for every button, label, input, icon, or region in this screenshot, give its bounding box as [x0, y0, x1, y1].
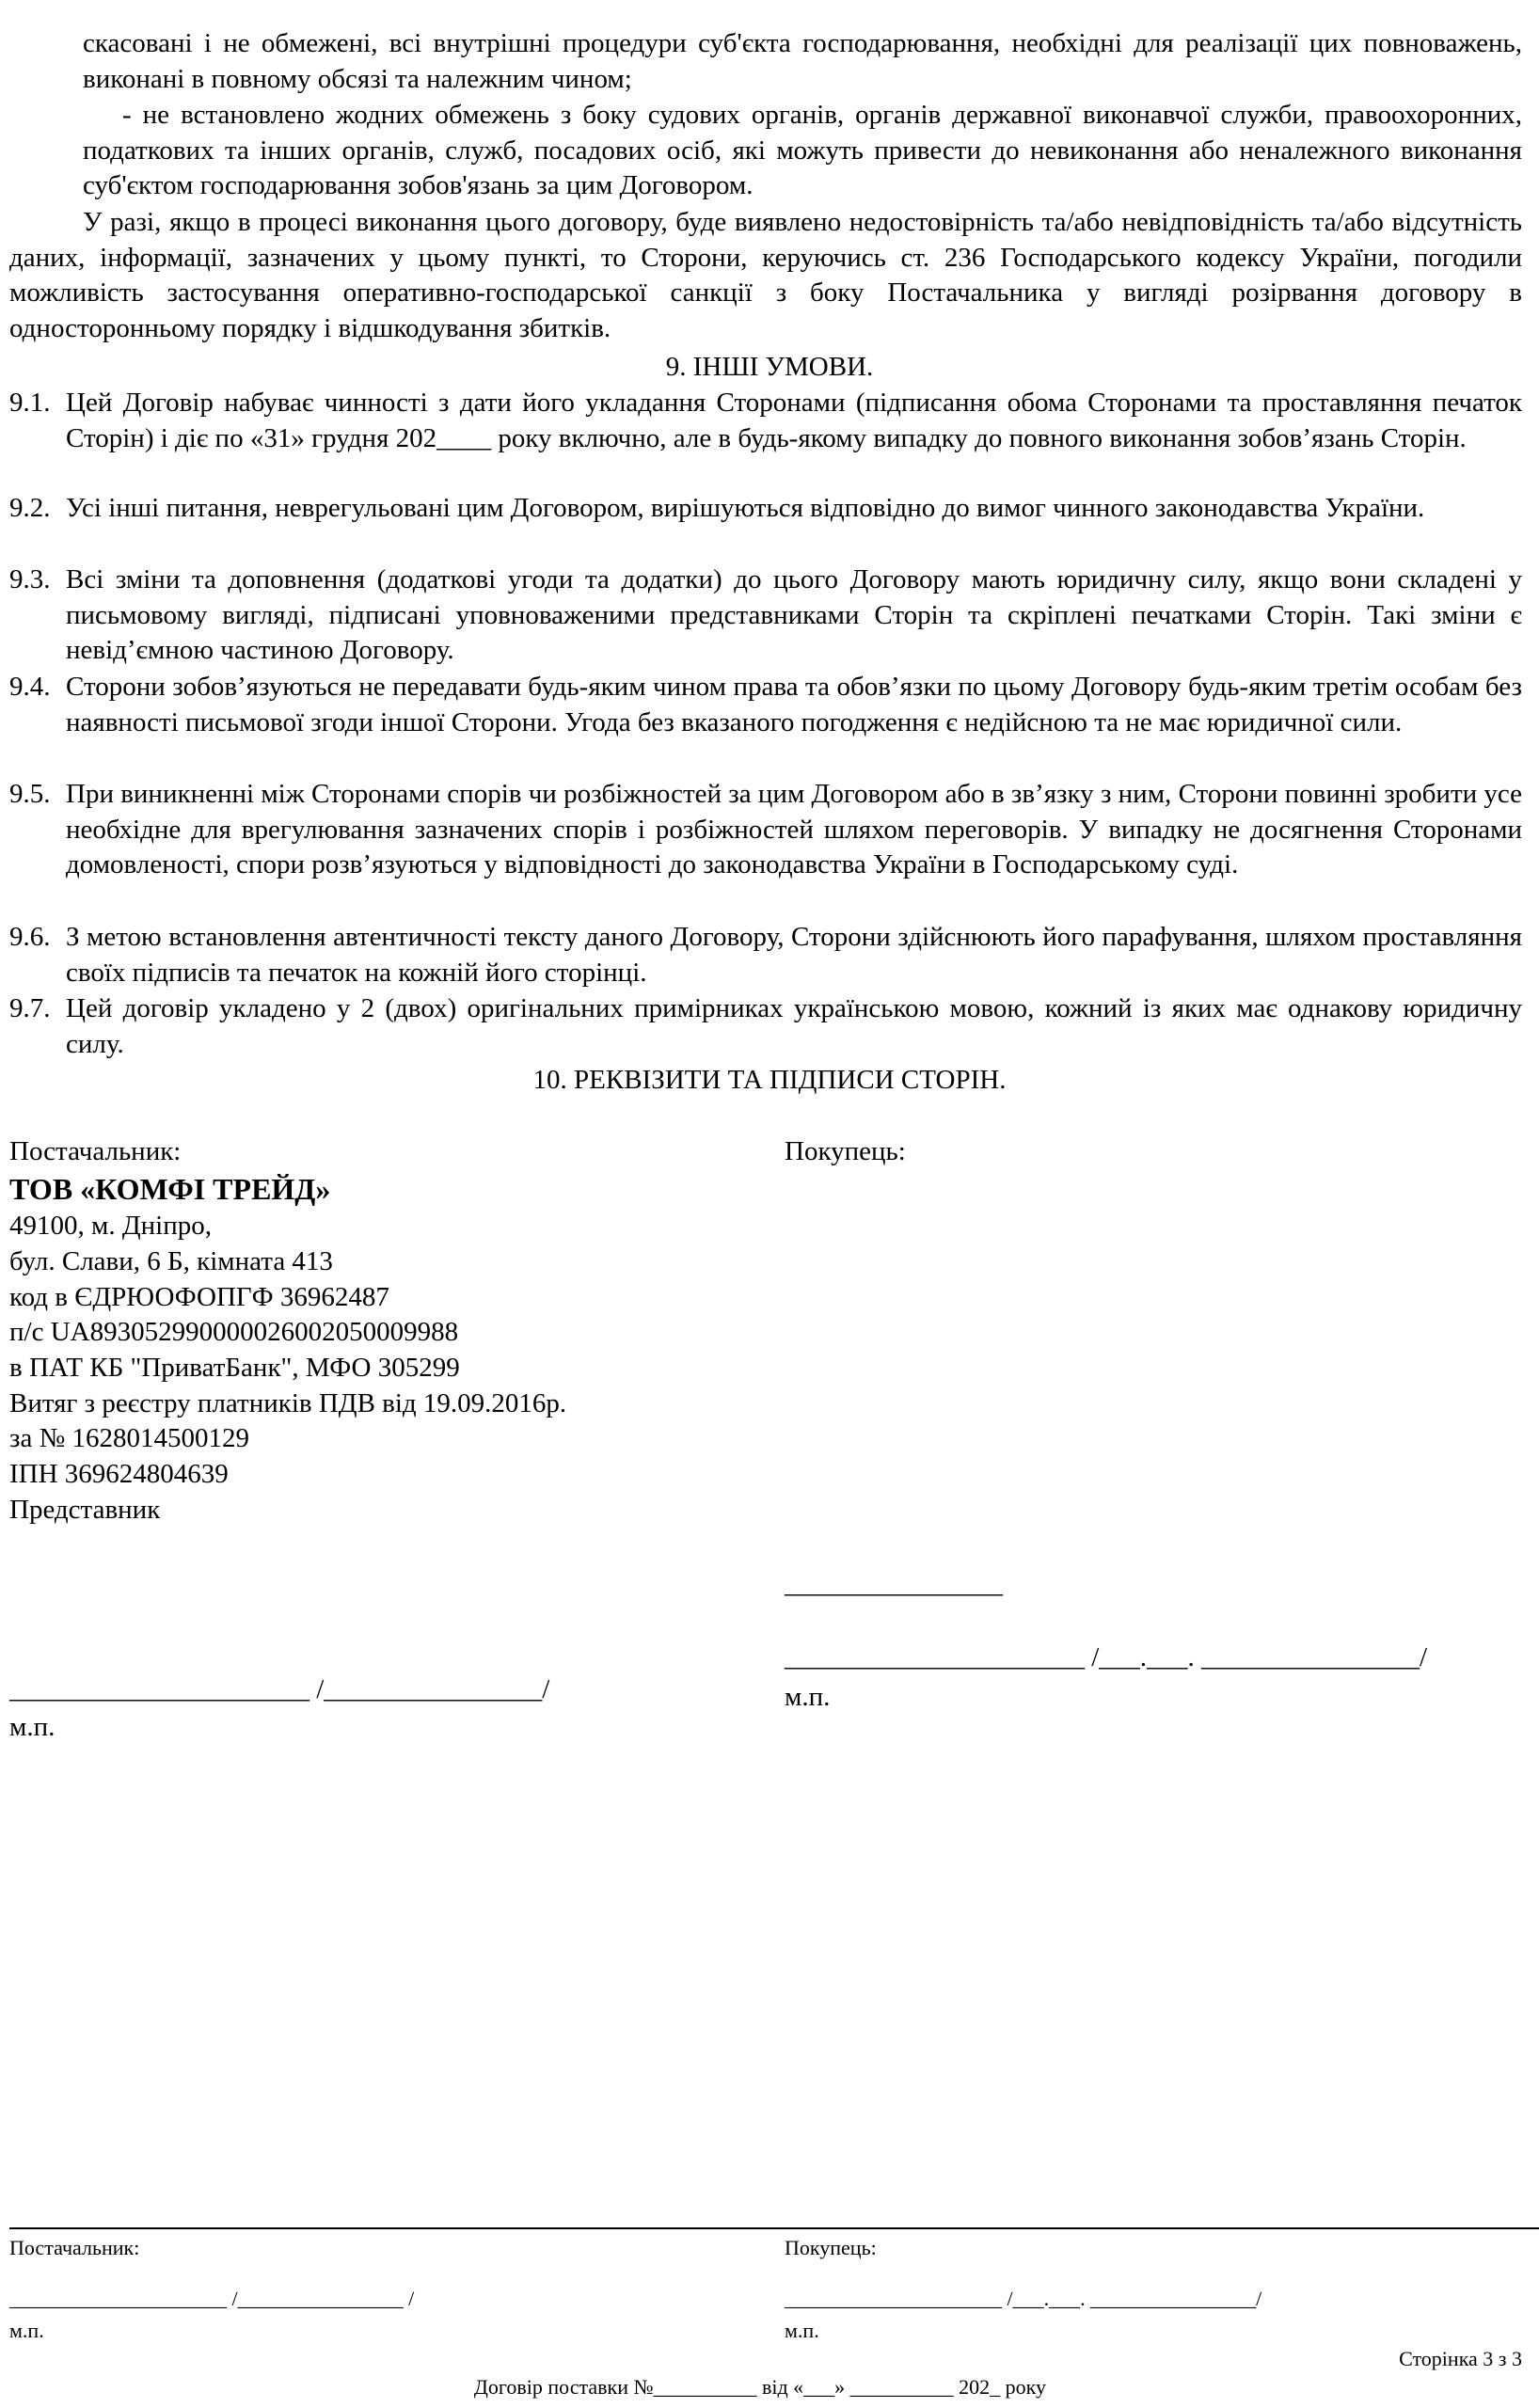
item-text: Сторони зобов’язуються не передавати будь-яким чином права та обов’язки по цьому Договору будь-яким третім особам без наявності письмової згоди іншої Сторони. Угода без вказаного погодження є недійсною та не має юридичної сили. [66, 672, 1522, 737]
item-text: Усі інші питання, неврегульовані цим Договором, вирішуються відповідно до вимог чинного законодавства України. [66, 493, 1425, 523]
supplier-signature-line: ______________________ /________________/ [9, 1674, 550, 1704]
intro-paragraph-1: скасовані і не обмежені, всі внутрішні процедури суб'єкта господарювання, необхідні для реалізації цих повноважень, виконані в повному обсязі та належним чином; [83, 28, 1522, 94]
page-number: Сторінка 3 з 3 [1399, 2347, 1522, 2370]
section-9-heading: 9. ІНШІ УМОВИ. [665, 352, 874, 382]
supplier-representative: Представник [9, 1494, 161, 1525]
supplier-stamp: м.п. [9, 1712, 56, 1742]
supplier-block [9, 1134, 724, 1528]
supplier-label: Постачальник: [9, 1136, 182, 1166]
intro-paragraph-3: У разі, якщо в процесі виконання цього договору, буде виявлено недостовірність та/або невідповідність та/або відсутність даних, інформації, зазначених у цьому пункті, то Сторони, керуючись ст. 236 Господарського кодексу України, погодили можливість застосування оперативно-господарської санкції з боку Постачальника у вигляді розірвання договору в односторонньому порядку і відшкодування збитків. [9, 207, 1522, 344]
item-number: 9.3. [9, 564, 51, 594]
supplier-tax-id: ІПН 369624804639 [9, 1459, 229, 1490]
item-text: При виникненні між Сторонами спорів чи розбіжностей за цим Договором або в зв’язку з ним, Сторони повинні зробити усе необхідне для врегулювання зазначених спорів і розбіжностей шляхом переговорів. У випадку не досягнення Сторонами домовленості, спори розв’язуються у відповідності до законодавства України в Господарському суді. [66, 779, 1522, 880]
buyer-signature-line: ______________________ /___.___. ________________/ [785, 1642, 1428, 1672]
supplier-street: бул. Слави, 6 Б, кімната 413 [9, 1245, 333, 1276]
item-text: Цей договір укладено у 2 (двох) оригінальних примірниках українською мовою, кожний із яких має однакову юридичну силу. [66, 993, 1522, 1059]
footer-buyer-label: Покупець: [785, 2236, 877, 2259]
item-number: 9.6. [9, 922, 51, 952]
list-item [9, 920, 1522, 990]
footer-supplier-signature: _____________________ /________________ / [9, 2287, 415, 2310]
buyer-blank-line: ________________ [785, 1569, 1003, 1599]
supplier-account: п/с UA893052990000026002050009988 [9, 1317, 459, 1348]
item-text: З метою встановлення автентичності тексту даного Договору, Сторони здійснюють його парафування, шляхом проставляння своїх підписів та печаток на кожній його сторінці. [66, 922, 1522, 988]
contract-reference: Договір поставки №__________ від «___» __________ 202_ року [473, 2375, 1047, 2399]
supplier-vat-number: за № 1628014500129 [9, 1423, 249, 1454]
footer-buyer-stamp: м.п. [785, 2319, 819, 2342]
item-number: 9.5. [9, 779, 51, 809]
supplier-bank: в ПАТ КБ "ПриватБанк", МФО 305299 [9, 1353, 460, 1384]
item-number: 9.4. [9, 672, 51, 702]
buyer-label: Покупець: [785, 1136, 906, 1166]
item-number: 9.2. [9, 493, 51, 523]
list-item [9, 777, 1522, 883]
item-text: Всі зміни та доповнення (додаткові угоди та додатки) до цього Договору мають юридичну силу, якщо вони складені у письмовому вигляді, підписані уповноваженими представниками Сторін та скріплені печатками Сторін. Такі зміни є невід’ємною частиною Договору. [66, 564, 1522, 666]
buyer-stamp: м.п. [785, 1682, 831, 1712]
supplier-vat-extract: Витяг з реєстру платників ПДВ від 19.09.2016р. [9, 1387, 567, 1418]
item-text: Цей Договір набуває чинності з дати його укладання Сторонами (підписання обома Сторонами та проставляння печаток Сторін) і діє по «31» грудня 202____ року включно, але в будь-якому випадку до повного виконання зобов’язань Сторін. [66, 388, 1522, 453]
list-item [9, 386, 1522, 456]
item-number: 9.7. [9, 993, 51, 1023]
list-item [9, 491, 1522, 527]
footer-supplier-label: Постачальник: [9, 2236, 140, 2259]
footer-buyer-signature: _____________________ /___.___. ________________/ [785, 2287, 1262, 2310]
list-item [9, 991, 1522, 1062]
list-item [9, 562, 1522, 669]
footer-supplier-stamp: м.п. [9, 2319, 44, 2342]
footer-divider [9, 2227, 1539, 2229]
supplier-name: ТОВ «КОМФІ ТРЕЙД» [9, 1171, 331, 1206]
intro-paragraph-2: - не встановлено жодних обмежень з боку судових органів, органів державної виконавчої служби, правоохоронних, податкових та інших органів, служб, посадових осіб, які можуть привести до невиконання або неналежного виконання суб'єктом господарювання зобов'язань за цим Договором. [83, 100, 1522, 201]
item-number: 9.1. [9, 388, 51, 418]
supplier-code: код в ЄДРЮОФОПГФ 36962487 [9, 1281, 389, 1312]
section-10-heading: 10. РЕКВІЗИТИ ТА ПІДПИСИ СТОРІН. [532, 1065, 1007, 1095]
list-item [9, 670, 1522, 740]
supplier-address: 49100, м. Дніпро, [9, 1211, 212, 1242]
